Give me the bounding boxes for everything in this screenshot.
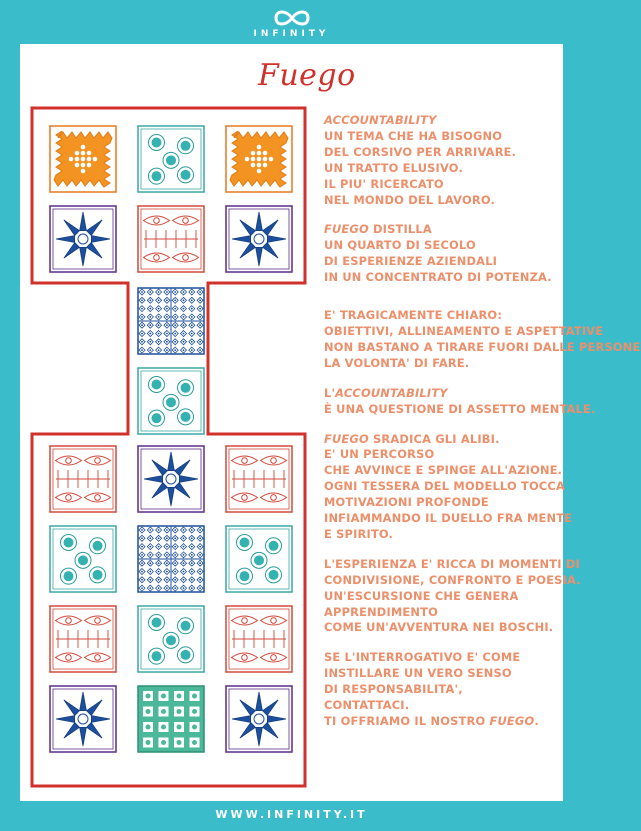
text-segment: IL PIU' RICERCATO	[324, 176, 444, 191]
text-segment: DI ESPERIENZE AZIENDALI	[324, 254, 498, 269]
tile-diamonds	[138, 526, 204, 592]
paragraph-4	[324, 385, 596, 418]
text-line	[324, 479, 574, 495]
text-segment: NEL MONDO DEL LAVORO.	[324, 192, 495, 207]
emphasis-text: FUEGO	[489, 714, 535, 728]
tile-star	[226, 206, 292, 272]
text-segment: IN UN CONCENTRATO DI POTENZA.	[324, 270, 552, 285]
text-segment: OGNI TESSERA DEL MODELLO TOCCA	[324, 479, 566, 494]
tile-green-grid	[138, 686, 204, 752]
text-segment: L'ESPERIENZA E' RICCA DI MOMENTI DI	[324, 556, 580, 571]
text-segment: SE L'INTERROGATIVO E' COME	[324, 650, 521, 665]
text-segment: SRADICA GLI ALIBI.	[368, 431, 500, 446]
text-line	[324, 682, 574, 698]
page-title: Fuego	[258, 58, 356, 93]
text-segment: APPRENDIMENTO	[324, 604, 438, 619]
text-line	[324, 605, 574, 621]
text-segment: CHE AVVINCE E SPINGE ALL'AZIONE.	[324, 463, 563, 478]
tile-dots	[50, 526, 116, 592]
text-line	[324, 511, 574, 527]
text-line	[324, 177, 574, 193]
text-line	[324, 386, 574, 402]
text-line	[324, 161, 574, 177]
paragraph-2	[324, 222, 574, 286]
text-line	[324, 113, 574, 129]
text-segment: COME UN'AVVENTURA NEI BOSCHI.	[324, 620, 554, 635]
tile-eyes	[50, 446, 116, 512]
text-line	[324, 145, 574, 161]
text-line	[324, 666, 574, 682]
tile-orange-pattern	[226, 126, 292, 192]
text-line	[324, 556, 580, 573]
text-line	[324, 129, 574, 145]
emphasis-text: FUEGO	[324, 222, 369, 237]
text-line	[324, 650, 574, 666]
tile-orange-pattern	[50, 126, 116, 192]
text-segment: UN'ESCURSIONE CHE GENERA	[324, 588, 519, 603]
tile-dots	[226, 526, 292, 592]
text-segment: LA VOLONTA' DI FARE.	[324, 355, 470, 370]
text-segment: MOTIVAZIONI PROFONDE	[324, 495, 489, 510]
text-line	[324, 432, 574, 448]
board-outline	[32, 108, 305, 786]
text-segment: NON BASTANO A TIRARE FUORI DALLE PERSONE	[324, 339, 641, 354]
paragraph-5	[324, 432, 574, 543]
tile-dots	[138, 126, 204, 192]
tile-star	[138, 446, 204, 512]
text-line	[324, 323, 604, 340]
text-line	[324, 527, 574, 543]
text-line	[324, 495, 574, 511]
tile-eyes	[226, 446, 292, 512]
text-segment: OBIETTIVI, ALLINEAMENTO E ASPETTATIVE	[324, 323, 604, 338]
emphasis-text: ACCOUNTABILITY	[335, 385, 448, 400]
text-line	[324, 572, 581, 589]
text-segment: E' TRAGICAMENTE CHIARO:	[324, 308, 503, 323]
tile-star	[50, 206, 116, 272]
text-line	[324, 698, 574, 714]
text-segment: DISTILLA	[368, 222, 432, 237]
brand-name: INFINITY	[253, 29, 330, 39]
text-segment: È UNA QUESTIONE DI ASSETTO MENTALE.	[324, 401, 596, 416]
tile-star	[226, 686, 292, 752]
text-segment: .	[534, 714, 539, 728]
text-line	[324, 447, 574, 463]
text-column	[324, 113, 641, 730]
website-footer: WWW.INFINITY.IT	[215, 808, 368, 821]
text-segment: E SPIRITO.	[324, 526, 394, 541]
tile-eyes	[138, 206, 204, 272]
emphasis-text: FUEGO	[324, 431, 369, 446]
text-segment: DI RESPONSABILITA',	[324, 682, 463, 697]
text-line	[324, 620, 574, 636]
text-segment: UN QUARTO DI SECOLO	[324, 238, 476, 253]
text-line	[324, 356, 574, 372]
text-line	[324, 238, 574, 254]
text-segment: L'	[324, 385, 336, 400]
text-segment: INFIAMMANDO IL DUELLO FRA MENTE	[324, 511, 573, 526]
tile-eyes	[50, 606, 116, 672]
tile-eyes	[226, 606, 292, 672]
text-line	[324, 401, 596, 418]
text-segment: UN TRATTO ELUSIVO.	[324, 160, 463, 175]
text-line	[324, 463, 574, 479]
text-segment: TI OFFRIAMO IL NOSTRO	[324, 714, 490, 728]
tile-diamonds	[138, 288, 204, 354]
emphasis-text: ACCOUNTABILITY	[324, 113, 437, 127]
text-segment: DEL CORSIVO PER ARRIVARE.	[324, 144, 517, 159]
text-line	[324, 339, 641, 356]
text-segment: CONTATTACI.	[324, 698, 410, 713]
text-segment: INSTILLARE UN VERO SENSO	[324, 666, 512, 681]
tile-dots	[138, 606, 204, 672]
text-line	[324, 308, 574, 324]
tile-star	[50, 686, 116, 752]
paragraph-3	[324, 308, 641, 372]
text-line	[324, 254, 574, 270]
paragraph-7	[324, 650, 574, 730]
tile-dots	[138, 368, 204, 434]
text-line	[324, 222, 574, 238]
text-segment: CONDIVISIONE, CONFRONTO E POESIA.	[324, 572, 581, 587]
text-line	[324, 193, 574, 209]
text-segment: UN TEMA CHE HA BISOGNO	[324, 128, 503, 143]
text-segment: E' UN PERCORSO	[324, 447, 435, 462]
text-line	[324, 589, 574, 605]
paragraph-1	[324, 113, 574, 208]
text-line	[324, 714, 574, 730]
text-line	[324, 270, 574, 286]
paragraph-6	[324, 556, 581, 637]
